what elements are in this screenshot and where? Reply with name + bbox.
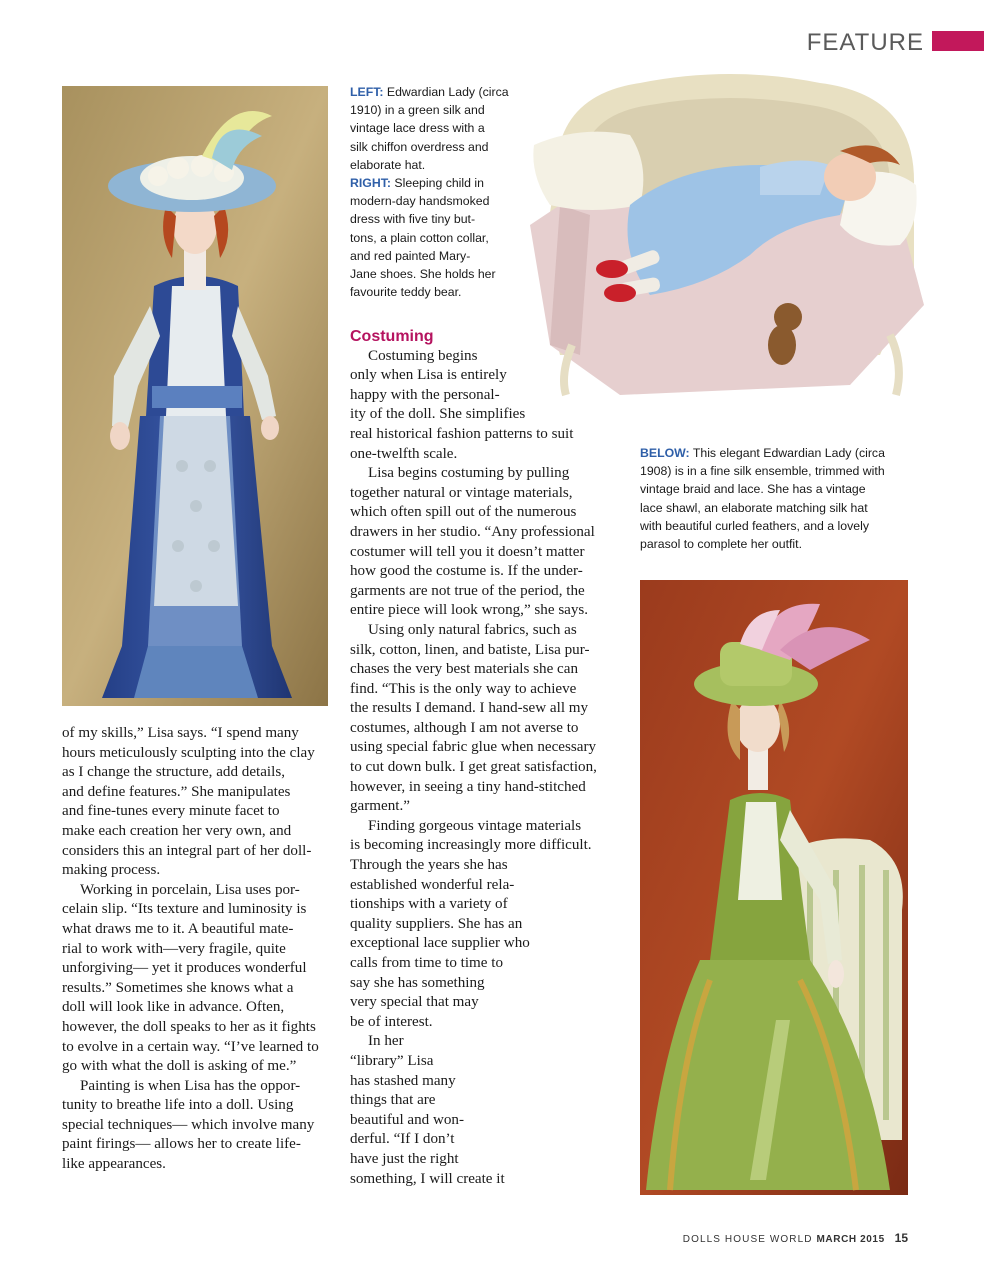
text-line: how good the costume is. If the under- (350, 563, 583, 580)
section-accent-bar (932, 31, 984, 51)
text-line: In her (368, 1033, 404, 1050)
text-line: established wonderful rela- (350, 876, 515, 893)
caption-line: parasol to complete her outfit. (640, 537, 802, 552)
text-line: costumes, although I am not averse to (350, 719, 579, 736)
text-line: considers this an integral part of her doll- (62, 842, 312, 859)
text-line: the results I demand. I hand-sew all my (350, 700, 589, 717)
paragraph (62, 1077, 342, 1175)
text-line: doll will look like in advance. Often, (62, 999, 285, 1016)
text-line: silk, cotton, linen, and batiste, Lisa pur- (350, 641, 590, 658)
article-column-middle (350, 327, 620, 1189)
caption-line: 1910) in a green silk and (350, 103, 485, 118)
text-line: Painting is when Lisa has the oppor- (80, 1077, 301, 1094)
photo-blue-edwardian-doll (62, 86, 328, 706)
caption-line: elaborate hat. (350, 157, 426, 172)
text-line: chases the very best materials she can (350, 661, 578, 678)
text-line: what draws me to it. A beautiful mate- (62, 920, 294, 937)
caption-line: This elegant Edwardian Lady (circa (692, 446, 885, 460)
text-line: together natural or vintage materials, (350, 484, 573, 501)
text-line: be of interest. (350, 1013, 433, 1030)
caption-line: Sleeping child in (394, 176, 484, 191)
text-line: however, the doll speaks to her as it fights (62, 1018, 316, 1035)
text-line: paint firings— allows her to create life- (62, 1136, 301, 1153)
caption-right-lead: RIGHT: (350, 176, 391, 191)
text-line: calls from time to time to (350, 955, 504, 971)
text-line: Finding gorgeous vintage materials (368, 817, 582, 834)
text-line: find. “This is the only way to achieve (350, 680, 577, 697)
text-line: special techniques— which involve many (62, 1116, 315, 1133)
paragraph (350, 1032, 620, 1189)
text-line: derful. “If I don’t (350, 1131, 455, 1148)
caption-line: vintage braid and lace. She has a vintage (640, 482, 866, 497)
text-line: “library” Lisa (350, 1052, 434, 1069)
text-line: results.” Sometimes she knows what a (62, 979, 294, 996)
text-line: garments are not true of the period, the (350, 582, 585, 599)
text-line: and define features.” She manipulates (62, 783, 291, 800)
paragraph (62, 881, 342, 1077)
text-line: costumer will tell you it doesn’t matter (350, 543, 585, 560)
footer-issue: MARCH 2015 (816, 1234, 885, 1245)
text-line: things that are (350, 1092, 436, 1109)
caption-line: favourite teddy bear. (350, 285, 462, 300)
caption-line: dress with five tiny but- (350, 212, 476, 227)
paragraph (350, 464, 620, 621)
text-line: to cut down bulk. I get great satisfaction, (350, 759, 597, 776)
text-line: has stashed many (350, 1072, 456, 1089)
text-line: Costuming begins (368, 347, 478, 364)
text-line: only when Lisa is entirely (350, 367, 507, 384)
text-line: making process. (62, 862, 161, 879)
middle-body (350, 347, 620, 1190)
text-line: unforgiving— yet it produces wonderful (62, 960, 307, 977)
caption-below-lead: BELOW: (640, 446, 690, 460)
text-line: very special that may (350, 994, 479, 1011)
caption-line: with beautiful curled feathers, and a lovely (640, 518, 869, 533)
text-line: Lisa begins costuming by pulling (368, 465, 570, 482)
text-line: hours meticulously sculpting into the clay (62, 744, 315, 761)
text-line: using special fabric glue when necessary (350, 739, 597, 756)
caption-line: vintage lace dress with a (350, 121, 485, 136)
caption-line: modern-day handsmoked (350, 194, 490, 209)
text-line: make each creation her very own, and (62, 822, 292, 839)
text-line: tionships with a variety of (350, 896, 508, 913)
text-line: happy with the personal- (350, 386, 500, 403)
text-line: beautiful and won- (350, 1111, 465, 1128)
page-number: 15 (894, 1231, 908, 1245)
text-line: and fine-tunes every minute facet to (62, 803, 280, 820)
text-line: one-twelfth scale. (350, 445, 458, 462)
text-line: have just the right (350, 1150, 459, 1167)
photo-green-edwardian-doll (640, 580, 908, 1195)
text-line: celain slip. “Its texture and luminosity is (62, 901, 307, 918)
text-line: something, I will create it (350, 1170, 505, 1187)
text-line: to evolve in a certain way. “I’ve learned to (62, 1038, 319, 1055)
caption-line: tons, a plain cotton collar, (350, 230, 489, 245)
caption-left-right (350, 83, 540, 301)
caption-line: and red painted Mary- (350, 248, 471, 263)
text-line: entire piece will look wrong,” she says. (350, 602, 589, 619)
text-line: Working in porcelain, Lisa uses por- (80, 881, 300, 898)
page-footer (683, 1231, 908, 1245)
text-line: rial to work with—very fragile, quite (62, 940, 286, 957)
text-line: exceptional lace supplier who (350, 935, 530, 952)
text-line: say she has something (350, 974, 485, 991)
caption-line: lace shawl, an elaborate matching silk hat (640, 500, 868, 515)
paragraph (350, 621, 620, 817)
text-line: go with what the doll is asking of me.” (62, 1058, 297, 1075)
text-line: ity of the doll. She simplifies (350, 406, 526, 423)
text-line: tunity to breathe life into a doll. Using (62, 1097, 294, 1114)
caption-line: Jane shoes. She holds her (350, 267, 496, 282)
caption-below (640, 444, 920, 553)
text-line: garment.” (350, 798, 410, 815)
text-line: drawers in her studio. “Any professional (350, 523, 595, 540)
subheading-costuming: Costuming (350, 328, 434, 345)
text-line: like appearances. (62, 1156, 166, 1173)
text-line: however, in seeing a tiny hand-stitched (350, 778, 586, 795)
section-label: FEATURE (806, 29, 924, 56)
text-line: quality suppliers. She has an (350, 915, 523, 932)
paragraph (350, 347, 620, 465)
caption-line: Edwardian Lady (circa (386, 85, 509, 99)
text-line: Through the years she has (350, 857, 508, 874)
article-column-left (62, 724, 342, 1175)
caption-left-lead: LEFT: (350, 85, 384, 99)
caption-line: silk chiffon overdress and (350, 139, 489, 154)
text-line: is becoming increasingly more difficult. (350, 837, 592, 854)
footer-magazine: DOLLS HOUSE WORLD (682, 1234, 813, 1245)
paragraph (62, 724, 342, 881)
paragraph (350, 817, 620, 1033)
text-line: as I change the structure, add details, (62, 764, 285, 781)
text-line: of my skills,” Lisa says. “I spend many (62, 725, 299, 741)
text-line: which often spill out of the numerous (350, 504, 577, 521)
caption-line: 1908) is in a fine silk ensemble, trimmed with (640, 464, 885, 479)
text-line: Using only natural fabrics, such as (368, 621, 577, 638)
text-line: real historical fashion patterns to suit (350, 425, 574, 442)
